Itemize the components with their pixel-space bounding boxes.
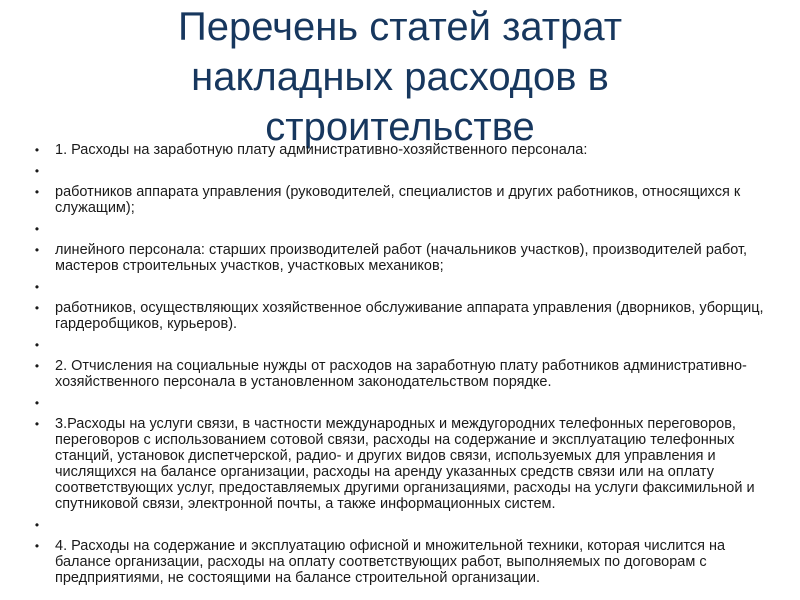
list-item bbox=[0, 163, 800, 179]
list-item bbox=[0, 358, 800, 390]
bullet-icon: • bbox=[34, 222, 40, 236]
bullet-icon: • bbox=[34, 164, 40, 178]
list-item bbox=[0, 184, 800, 216]
bullet-icon: • bbox=[34, 243, 40, 257]
bullet-icon: • bbox=[34, 280, 40, 294]
bullet-icon: • bbox=[34, 143, 40, 157]
list-item bbox=[0, 395, 800, 411]
bullet-icon: • bbox=[34, 301, 40, 315]
list-item bbox=[0, 221, 800, 237]
list-item bbox=[0, 300, 800, 332]
slide-title bbox=[0, 2, 800, 152]
list-item bbox=[0, 517, 800, 533]
list-item bbox=[0, 279, 800, 295]
list-item-text: 1. Расходы на заработную плату административно-хозяйственного персонала: bbox=[55, 142, 588, 158]
list-item bbox=[0, 416, 800, 512]
title-line-2: накладных расходов в bbox=[191, 55, 609, 99]
bullet-icon: • bbox=[34, 518, 40, 532]
list-item-text: 3.Расходы на услуги связи, в частности международных и междугородних телефонных переговоров, переговоров с использованием сотовой связи, расходы на содержание и эксплуатацию телефонных станций, установок диспетчерской, радио- и других видов связи, используемых для управления и числящихся на балансе организации, расходы на аренду указанных средств связи или на оплату соответствующих услуг, предоставляемых другими организациями, расходы на услуги факсимильной и спутниковой связи, электронной почты, а также информационных систем. bbox=[55, 416, 755, 512]
bullet-icon: • bbox=[34, 185, 40, 199]
bullet-list bbox=[0, 142, 800, 591]
bullet-icon: • bbox=[34, 539, 40, 553]
bullet-icon: • bbox=[34, 396, 40, 410]
list-item-text: линейного персонала: старших производителей работ (начальников участков), производителей работ, мастеров строительных участков, участковых механиков; bbox=[55, 242, 748, 274]
title-line-3: строительстве bbox=[265, 105, 535, 149]
bullet-icon: • bbox=[34, 359, 40, 373]
list-item-text: 2. Отчисления на социальные нужды от расходов на заработную плату работников административно-хозяйственного персонала в установленном законодательством порядке. bbox=[55, 358, 747, 390]
bullet-icon: • bbox=[34, 417, 40, 431]
list-item bbox=[0, 538, 800, 586]
list-item bbox=[0, 337, 800, 353]
title-line-1: Перечень статей затрат bbox=[177, 5, 623, 49]
list-item-text: работников аппарата управления (руководителей, специалистов и других работников, относящихся к служащим); bbox=[55, 184, 741, 216]
list-item-text: работников, осуществляющих хозяйственное обслуживание аппарата управления (дворников, уборщиц, гардеробщиков, курьеров). bbox=[55, 300, 764, 332]
list-item-text: 4. Расходы на содержание и эксплуатацию офисной и множительной техники, которая числится на балансе организации, расходы на оплату соответствующих работ, выполняемых по договорам с предприятиями, не состоящими на балансе строительной организации. bbox=[55, 538, 726, 586]
bullet-icon: • bbox=[34, 338, 40, 352]
list-item bbox=[0, 142, 800, 158]
list-item bbox=[0, 242, 800, 274]
